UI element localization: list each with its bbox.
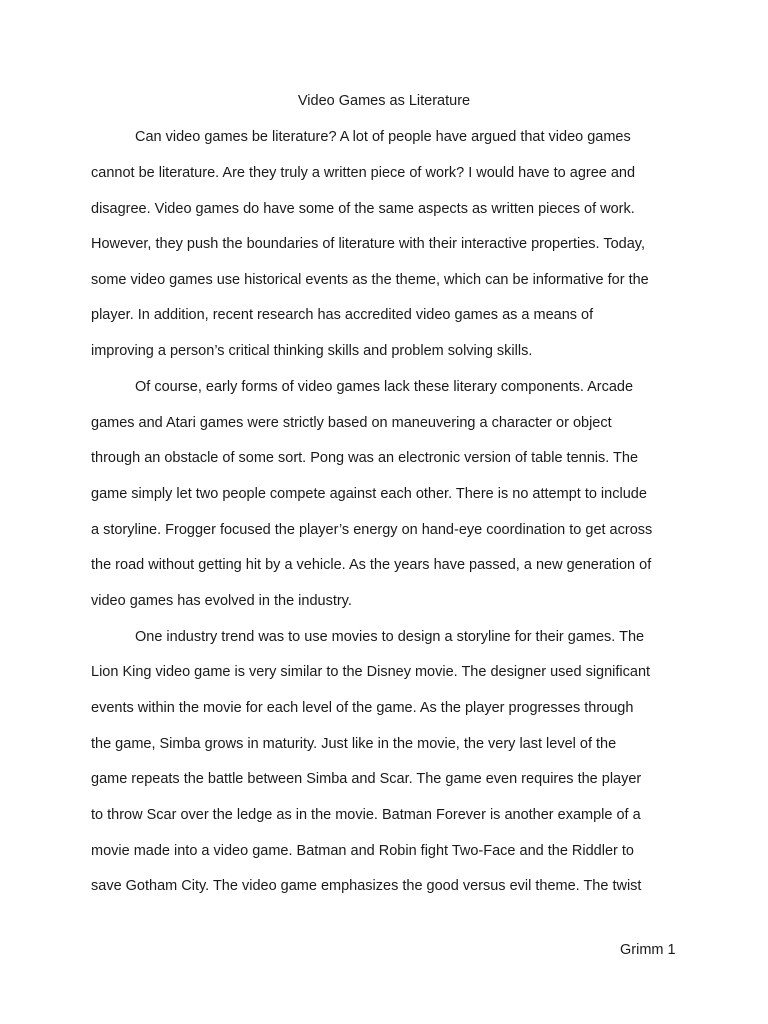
text-line: player. In addition, recent research has accredited video games as a means of [91,307,594,323]
text-line: through an obstacle of some sort. Pong was an electronic version of table tennis. The [91,450,639,466]
text-line: game repeats the battle between Simba and Scar. The game even requires the player [91,771,642,787]
page-number-footer: Grimm 1 [620,942,676,958]
text-line: games and Atari games were strictly based on maneuvering a character or object [91,415,612,431]
text-line: the road without getting hit by a vehicle. As the years have passed, a new generation of [91,557,652,573]
text-line: improving a person’s critical thinking skills and problem solving skills. [91,343,533,359]
text-line: events within the movie for each level of the game. As the player progresses through [91,700,634,716]
text-line: cannot be literature. Are they truly a written piece of work? I would have to agree and [91,165,636,181]
document-title: Video Games as Literature [297,93,471,109]
text-line: Can video games be literature? A lot of people have argued that video games [135,129,631,145]
text-line: to throw Scar over the ledge as in the movie. Batman Forever is another example of a [91,807,641,823]
text-line: some video games use historical events as the theme, which can be informative for the [91,272,649,288]
text-line: Of course, early forms of video games lack these literary components. Arcade [135,379,634,395]
text-line: save Gotham City. The video game emphasizes the good versus evil theme. The twist [91,878,642,894]
text-line: disagree. Video games do have some of the same aspects as written pieces of work. [91,201,635,217]
text-line: Lion King video game is very similar to the Disney movie. The designer used significant [91,664,651,680]
text-line: movie made into a video game. Batman and Robin fight Two-Face and the Riddler to [91,843,634,859]
text-line: One industry trend was to use movies to design a storyline for their games. The [135,629,645,645]
text-line: video games has evolved in the industry. [91,593,352,609]
text-line: game simply let two people compete against each other. There is no attempt to include [91,486,647,502]
text-line: the game, Simba grows in maturity. Just like in the movie, the very last level of the [91,736,617,752]
text-line: a storyline. Frogger focused the player’s energy on hand-eye coordination to get across [91,522,653,538]
text-line: However, they push the boundaries of literature with their interactive properties. Today, [91,236,645,252]
